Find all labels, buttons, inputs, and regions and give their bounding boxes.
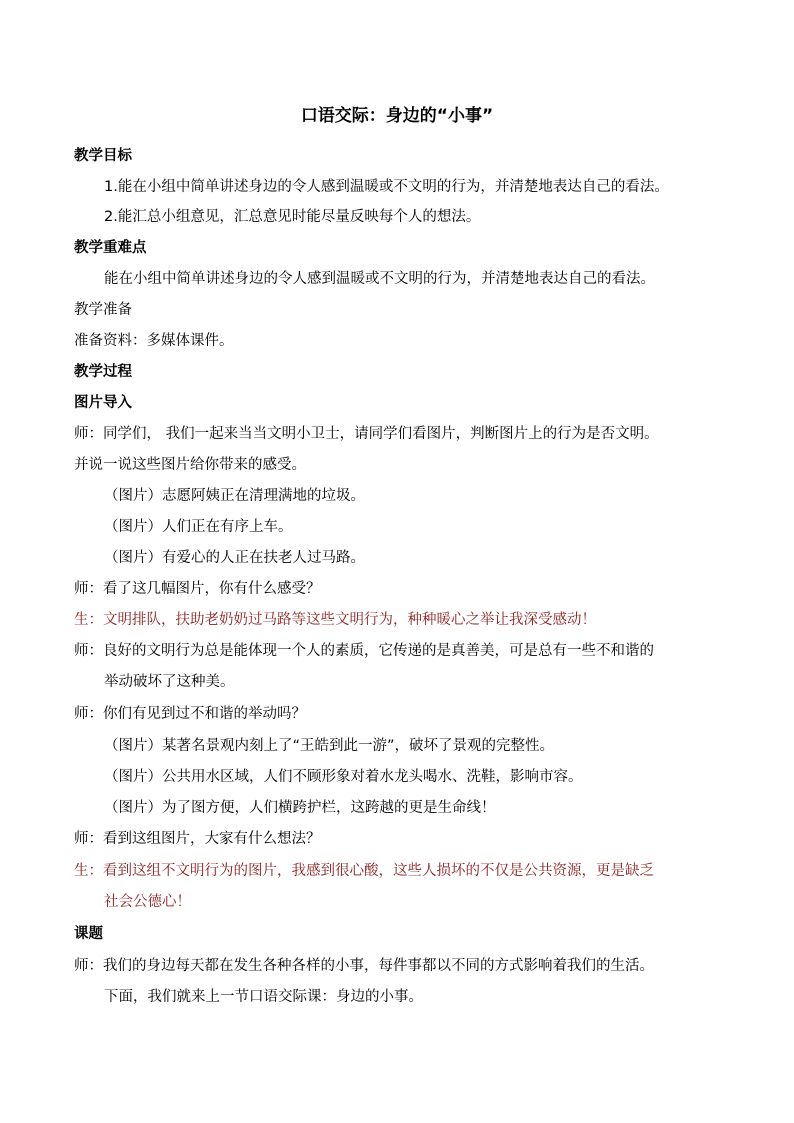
heading-process: 教学过程: [74, 364, 132, 380]
teacher-line-4: 师：你们有见到过不和谐的举动吗？: [74, 706, 306, 722]
student-line-2b: 社会公德心！: [104, 894, 191, 910]
picture-item-1: （图片）志愿阿姨正在清理满地的垃圾。: [104, 488, 365, 504]
teacher-line-3b: 举动破坏了这种美。: [104, 674, 235, 690]
student-line-2a: 生：看到这组不文明行为的图片，我感到很心酸，这些人损坏的不仅是公共资源，更是缺乏: [74, 863, 654, 879]
teacher-line-3a: 师：良好的文明行为总是能体现一个人的素质，它传递的是真善美，可是总有一些不和谐的: [74, 643, 654, 659]
teacher-line-2: 师：看了这几幅图片，你有什么感受？: [74, 581, 321, 597]
goal-item-2: 2.能汇总小组意见，汇总意见时能尽量反映每个人的想法。: [104, 209, 481, 225]
goal-item-1: 1.能在小组中简单讲述身边的令人感到温暖或不文明的行为，并清楚地表达自己的看法。: [104, 179, 669, 195]
picture-item-4: （图片）某著名景观内刻上了“王皓到此一游”，破坏了景观的完整性。: [104, 738, 555, 754]
picture-item-6: （图片）为了图方便，人们横跨护栏，这跨越的更是生命线！: [104, 800, 496, 816]
heading-picture-intro: 图片导入: [74, 395, 132, 411]
heading-preparation: 教学准备: [74, 302, 132, 318]
picture-item-3: （图片）有爱心的人正在扶老人过马路。: [104, 550, 365, 566]
page-title: 口语交际：身边的“小事”: [300, 106, 494, 126]
heading-key-points: 教学重难点: [74, 240, 147, 256]
preparation-text: 准备资料：多媒体课件。: [74, 333, 234, 349]
teacher-line-1a: 师：同学们， 我们一起来当当文明小卫士，请同学们看图片，判断图片上的行为是否文明。: [74, 426, 659, 442]
picture-item-2: （图片）人们正在有序上车。: [104, 519, 293, 535]
heading-goals: 教学目标: [74, 148, 132, 164]
key-points-text: 能在小组中简单讲述身边的令人感到温暖或不文明的行为，并清楚地表达自己的看法。: [104, 271, 655, 287]
teacher-line-1b: 并说一说这些图片给你带来的感受。: [74, 457, 306, 473]
heading-topic: 课题: [74, 926, 103, 942]
picture-item-5: （图片）公共用水区域，人们不顾形象对着水龙头喝水、洗鞋，影响市容。: [104, 769, 583, 785]
teacher-line-6b: 下面，我们就来上一节口语交际课：身边的小事。: [104, 989, 423, 1005]
teacher-line-6a: 师：我们的身边每天都在发生各种各样的小事，每件事都以不同的方式影响着我们的生活。: [74, 958, 654, 974]
student-line-1: 生：文明排队，扶助老奶奶过马路等这些文明行为，种种暖心之举让我深受感动！: [74, 612, 596, 628]
teacher-line-5: 师：看到这组图片，大家有什么想法？: [74, 831, 321, 847]
